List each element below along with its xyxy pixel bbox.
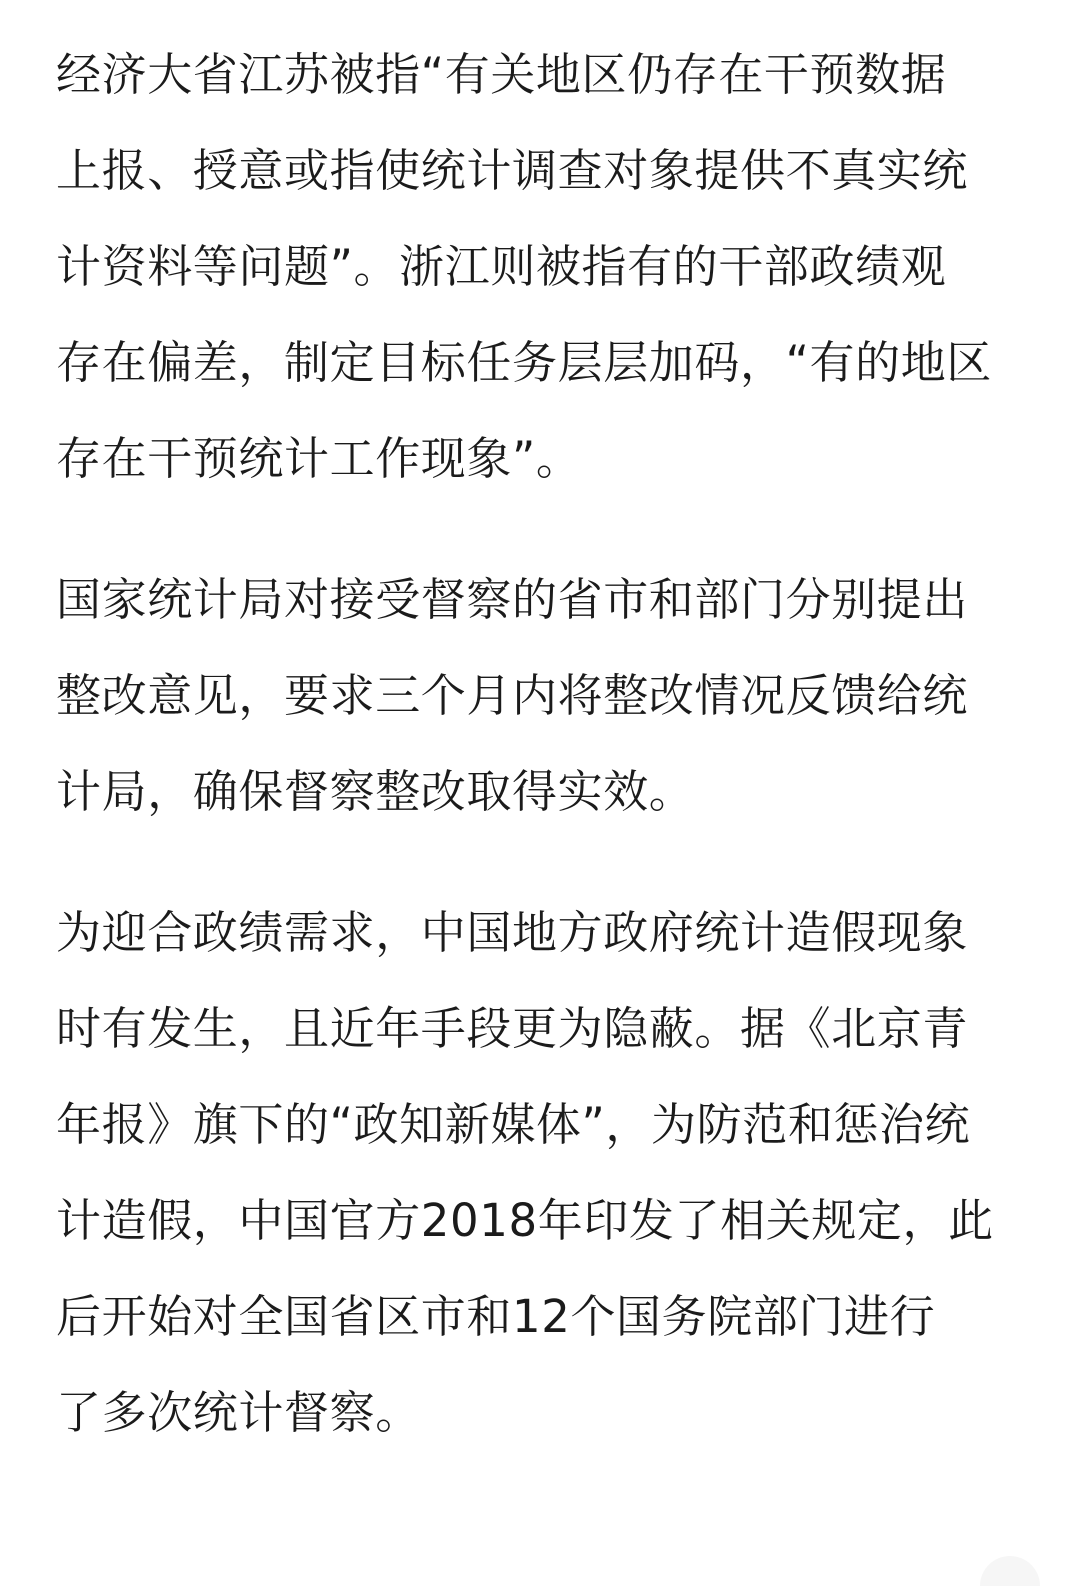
text-line: 上报、授意或指使统计调查对象提供不真实统 <box>56 144 969 197</box>
text-line: 计资料等问题”。浙江则被指有的干部政绩观 <box>56 240 947 293</box>
text-line: 整改意见，要求三个月内将整改情况反馈给统 <box>56 669 969 722</box>
text-line: 了多次统计督察。 <box>56 1386 421 1439</box>
text-line: 时有发生，且近年手段更为隐蔽。据《北京青 <box>56 1002 969 1055</box>
text-line: 计造假，中国官方2018年印发了相关规定，此 <box>56 1194 994 1247</box>
text-line: 计局，确保督察整改取得实效。 <box>56 765 695 818</box>
scroll-fab-edge[interactable] <box>980 1556 1040 1586</box>
article-body <box>56 27 1024 1461</box>
text-line: 后开始对全国省区市和12个国务院部门进行 <box>56 1290 936 1343</box>
text-line: 为迎合政绩需求，中国地方政府统计造假现象 <box>56 906 969 959</box>
text-line: 年报》旗下的“政知新媒体”，为防范和惩治统 <box>56 1098 971 1151</box>
paragraph-3 <box>56 885 1024 1461</box>
text-line: 国家统计局对接受督察的省市和部门分别提出 <box>56 573 969 626</box>
text-line: 经济大省江苏被指“有关地区仍存在干预数据 <box>56 48 947 101</box>
text-line: 存在干预统计工作现象”。 <box>56 432 582 485</box>
paragraph-1 <box>56 27 1024 507</box>
text-line: 存在偏差，制定目标任务层层加码，“有的地区 <box>56 336 992 389</box>
paragraph-2 <box>56 552 1024 840</box>
